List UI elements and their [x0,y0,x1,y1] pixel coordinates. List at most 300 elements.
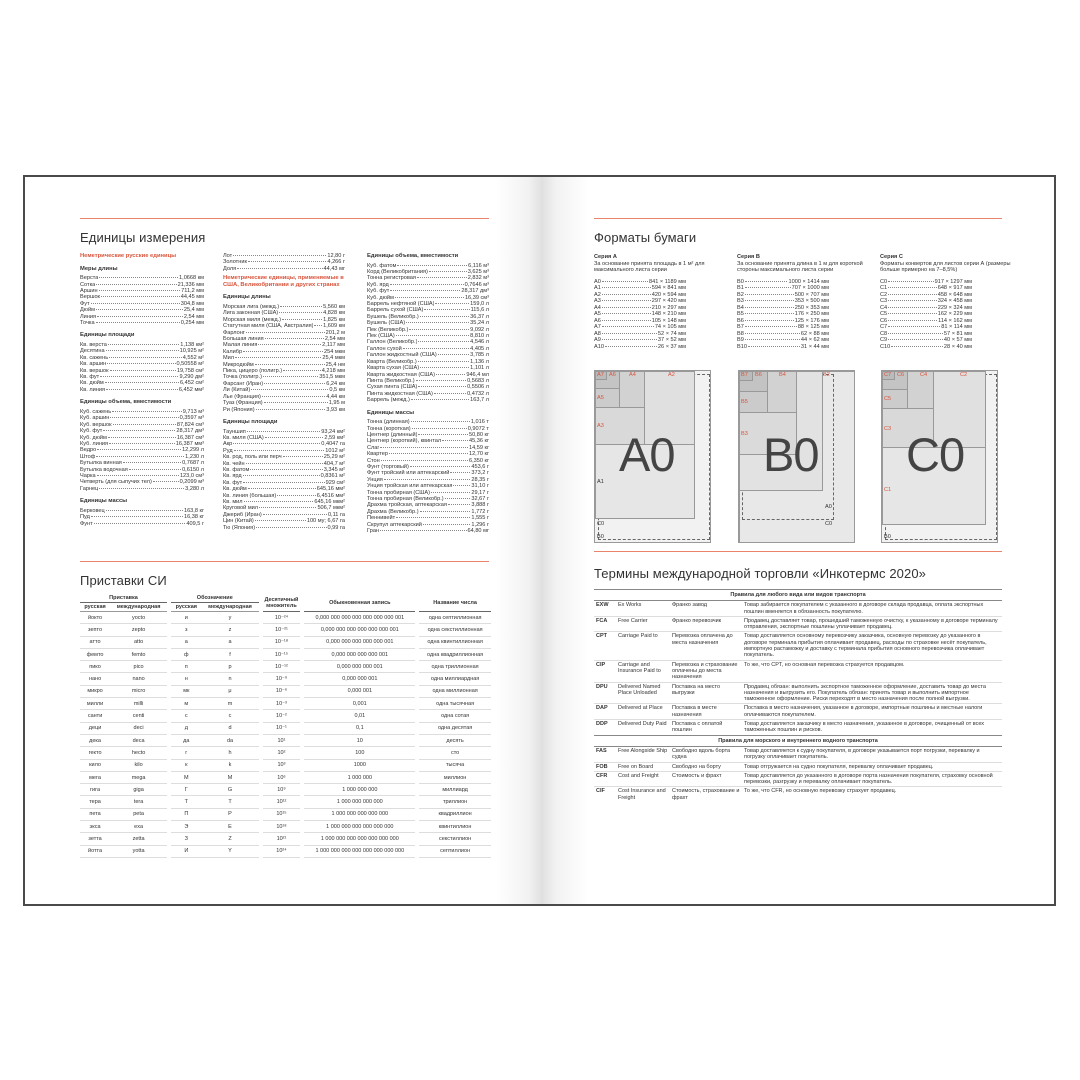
dot-leader [96,309,183,310]
volume-unit-row [80,486,204,492]
dot-leader [448,504,471,505]
si-cell: yotta [110,845,169,857]
length-unit-name: Верста [80,275,99,282]
si-cell: д [169,722,201,734]
si-cell: hecto [110,747,169,759]
volume-unit-value: 16,387 мм³ [175,440,204,447]
volume-unit-value: 0,4732 л [467,390,489,397]
area-unit-name: Кв. линия [80,386,105,393]
c1-label: C1 [884,487,892,493]
si-cell: 10⁻²⁴ [261,612,303,624]
volume-unit-value: 9,713 м³ [182,408,204,415]
si-cell: yocto [110,612,169,624]
incoterms-table [594,589,1002,802]
length-unit-name: Точка [80,320,95,327]
dot-leader [91,516,183,517]
paper-size-value: 62 × 88 мм [800,330,829,337]
dot-leader [264,383,325,384]
volume-unit-value: 159,0 л [470,301,489,308]
area-unit-name: Кв. сажень [80,354,109,361]
si-cell: giga [110,784,169,796]
dot-leader [233,255,326,256]
dot-leader [745,281,788,282]
mass-unit-value: 44,43 мг [323,265,345,272]
incoterms-row [594,720,1002,736]
area-unit-value: 645,16 мкм² [314,498,345,505]
dot-leader [888,339,943,340]
volume-unit-name: Тонна регистровая [367,275,416,282]
incoterms-russian: Свободно вдоль борта судна [670,746,742,762]
incoterms-russian: Стоимость и фрахт [670,771,742,787]
mass-unit-name: Квартер [367,451,388,458]
si-cell: m [202,698,261,710]
si-cell: f [202,648,261,660]
paper-size-value: 500 × 707 мм [794,291,829,298]
dot-leader [435,303,469,304]
paper-size-value: 353 × 500 мм [794,298,829,304]
volume-unit-name: Баррель сухой (США) [367,307,424,314]
top-accent-rule [594,218,1002,219]
paper-size-name: B5 [737,311,744,317]
length-unit-name: Лига законная (США) [223,310,279,317]
a1-label: A1 [597,479,604,485]
si-cell: микро [80,685,110,697]
volume-unit-name: Пек (Великобр.) [367,326,409,333]
dot-leader [420,316,469,317]
nonmetric-russian-heading: Неметрические русские единицы [80,253,177,259]
si-cell: Z [202,833,261,845]
dot-leader [246,332,325,333]
length-unit-name: Фарсанг (Иран) [223,380,264,387]
si-cell: G [202,784,261,796]
area-unit-name: Круговой мил [223,505,259,512]
si-cell: z [202,624,261,636]
si-head-multiplier: Десятичный множитель [261,594,303,612]
paper-size-name: C3 [880,298,888,304]
dot-leader [259,507,316,508]
mass-unit-value: 0,9072 т [467,425,489,432]
mass-unit-name: Лот [223,253,233,259]
a7-label: A7 [597,372,604,378]
dot-leader [258,344,321,345]
length-unit-value: 25,4 нм [325,361,345,368]
dot-leader [602,281,648,282]
si-cell: да [169,734,201,746]
si-cell: 0,000 000 000 000 000 000 001 [302,624,417,636]
dot-leader [397,265,467,266]
paper-size-name: A9 [594,337,601,343]
dot-leader [234,450,325,451]
dot-leader [105,382,179,383]
si-row [80,796,491,808]
dot-leader [97,475,179,476]
volume-unit-name: Кварта сухая (США) [367,365,420,372]
length-unit-value: 44,45 мм [180,294,204,301]
a5-label: A5 [597,395,604,401]
volume-unit-value: 36,37 л [470,313,489,320]
area-unit-value: 645,16 мм² [316,486,345,493]
mass-unit-name: Золотник [223,259,247,266]
si-cell: деци [80,722,110,734]
area-unit-value: 2,59 км² [324,434,345,441]
dot-leader [96,322,180,323]
incoterms-russian: Перевозка и страхование оплачены до места назначения [670,660,742,682]
si-cell: Т [169,796,201,808]
dot-leader [891,346,943,347]
area-unit-value: 0,8361 м² [320,473,345,480]
si-cell: милли [80,698,110,710]
dot-leader [123,462,181,463]
c0-big-label: C0 [906,428,965,481]
volume-unit-name: Куб. сажень [80,408,112,415]
dot-leader [434,393,466,394]
si-row [80,673,491,685]
mass-unit-value: 1,296 г [471,521,489,528]
si-cell: a [202,636,261,648]
si-cell: десять [417,734,491,746]
incoterms-english: Delivered Named Place Unloaded [616,682,670,704]
dot-leader [389,453,468,454]
incoterms-russian: Свободно на борту [670,762,742,771]
length-unit-value: 201,2 м [325,329,345,336]
dot-leader [602,313,651,314]
dot-leader [429,271,467,272]
si-cell: 0,000 001 [302,685,417,697]
si-cell: femto [110,648,169,660]
paper-size-name: B0 [737,278,744,285]
area-unit-value: 0,50558 м² [176,361,204,368]
si-cell: одна квинтиллионная [417,636,491,648]
mass-unit-name: Стон [367,457,380,464]
si-cell: санти [80,710,110,722]
b3-label: B3 [741,431,748,437]
paper-size-name: A4 [594,304,601,311]
dot-leader [384,479,471,480]
dot-leader [314,325,322,326]
incoterms-code: DDP [594,720,616,736]
volume-unit-name: Галлон сухой [367,345,402,352]
dot-leader [106,510,183,511]
volume-unit-name: Бутылка водочная [80,466,128,473]
si-cell: 10⁻²¹ [261,624,303,636]
dot-leader [411,421,470,422]
series-a-diagram [594,370,711,543]
volume-unit-value: 87,824 см³ [176,421,204,428]
volume-unit-row [367,397,489,403]
dot-leader [263,514,327,515]
mass-unit-value: 453,6 г [471,463,489,470]
incoterms-title: Термины международной торговли «Инкотермс 2020» [594,566,926,581]
si-cell: гекто [80,747,110,759]
incoterms-row [594,746,1002,762]
si-cell: квадриллион [417,808,491,820]
incoterms-english: Carriage and Insurance Paid to [616,660,670,682]
incoterms-section-heading: Правила для любого вида или видов транспорта [594,590,1002,601]
mass-unit-value: 12,70 кг [468,451,489,458]
paper-size-name: A5 [594,311,601,317]
area-heading: Единицы площади [223,418,278,425]
area-unit-value: 9,290 дм² [179,374,204,381]
incoterms-row [594,632,1002,660]
si-cell: 1 000 000 000 000 000 [302,808,417,820]
dot-leader [453,485,470,486]
length-unit-name: Фарлонг [223,329,245,336]
si-cell: T [202,796,261,808]
dot-leader [110,417,178,418]
a4-label: A4 [629,372,636,378]
dot-leader [406,322,469,323]
si-row [80,771,491,783]
dot-leader [403,348,469,349]
si-row [80,722,491,734]
mass-unit-value: 1,555 г [471,515,489,522]
incoterms-russian: Франко перевозчик [670,616,742,632]
dot-leader [390,290,460,291]
volume-heading: Единицы объема, вместимости [367,253,459,259]
length-unit-value: 0,254 мм [180,320,204,327]
units-column-1 [80,253,204,527]
paper-size-name: C8 [880,330,888,337]
dot-leader [748,346,800,347]
mass-unit-name: Пуд [80,514,90,521]
incoterms-code: EXW [594,601,616,617]
dot-leader [109,443,175,444]
si-cell: 10¹² [261,796,303,808]
paper-size-name: C0 [880,278,888,285]
si-cell: 10⁻⁹ [261,673,303,685]
si-cell: p [202,661,261,673]
si-cell: атто [80,636,110,648]
series-b-diagram [738,370,855,543]
si-cell: одна сотая [417,710,491,722]
incoterms-description: То же, что CFR, но основную перевозку страхует продавец. [742,787,1002,802]
area-heading: Единицы площади [80,332,135,339]
si-cell: 10⁻¹ [261,722,303,734]
dot-leader [248,261,327,262]
mass-unit-value: 31,10 г [471,483,489,490]
dot-leader [262,396,325,397]
right-page [541,177,1056,904]
paper-size-value: 105 × 148 мм [651,317,686,324]
si-cell: одна секстиллионная [417,624,491,636]
si-cell: гига [80,784,110,796]
area-unit-value: 25,29 м² [323,454,345,461]
mass-unit-value: 45,36 кг [468,438,489,445]
dot-leader [99,488,184,489]
incoterms-description: Продавец доставляет товар, прошедший таможенную очистку, к указанному в договоре терминалу отправления, экспортные пошлины уплачивает продавец. [742,616,1002,632]
length-unit-value: 21,336 мм [177,281,204,288]
dot-leader [279,312,322,313]
incoterms-description: Товар доставляется до указанного в договоре порта назначения покупателя, страховку основной перевозки, разгрузку и перевалку оплачивает покупатель. [742,771,1002,787]
volume-unit-value: 9,092 л [470,326,489,333]
dot-leader [602,320,651,321]
dot-leader [420,367,469,368]
volume-unit-value: 16,39 см³ [464,294,489,301]
dot-leader [233,443,320,444]
mass-unit-value: 1,772 г [471,508,489,515]
volume-unit-name: Ведро [80,447,97,454]
paper-size-row [594,344,686,351]
si-cell: 1 000 000 000 000 [302,796,417,808]
incoterms-description: Товар доставляется заказчику в место назначения, указанное в договоре, очищенный от всех таможенных пошлин и рисков. [742,720,1002,736]
area-unit-name: Кв. род, поль или перч [223,454,282,461]
incoterms-english: Free Carrier [616,616,670,632]
dot-leader [745,307,794,308]
paper-size-name: C6 [880,317,888,324]
si-head-intl-symbol: международная [202,603,261,612]
dot-leader [602,339,657,340]
dot-leader [602,294,651,295]
si-prefix-table [80,594,491,858]
area-unit-name: Кв. фатом [223,466,250,473]
si-row [80,833,491,845]
dot-leader [745,333,800,334]
paper-size-name: C7 [880,324,888,330]
si-head-symbol: Обозначение [169,594,260,603]
length-unit-name: Вершок [80,294,100,301]
si-cell: μ [202,685,261,697]
dot-leader [107,363,175,364]
length-unit-value: 6,24 км [326,380,345,387]
si-cell: 0,000 000 000 000 001 [302,648,417,660]
area-unit-value: 6,4516 мм² [316,492,345,499]
volume-unit-name: Куб. ярд [367,281,389,288]
paper-size-value: 841 × 1189 мм [649,278,686,285]
length-unit-value: 711,2 мм [181,288,204,294]
si-cell: 1 000 000 000 [302,784,417,796]
volume-unit-value: 2,832 м³ [467,275,489,282]
dot-leader [380,530,467,531]
mass-unit-row [367,528,489,534]
volume-unit-name: Чарка [80,472,96,479]
area-unit-name: Кв. миля (США) [223,434,264,441]
a0-label: A0 [825,504,832,510]
b2-label: B2 [823,372,830,378]
dot-leader [94,523,186,524]
si-cell: 10² [261,747,303,759]
si-cell: 10²⁴ [261,845,303,857]
paper-size-value: 648 × 917 мм [937,285,972,291]
si-head-notation: Обыкновенная запись [302,594,417,612]
mass-unit-name: Пеннивейт [367,515,396,522]
si-cell: тера [80,796,110,808]
paper-size-name: A1 [594,285,601,291]
c3-label: C3 [884,426,892,432]
length-unit-name: Малая линия [223,342,258,349]
paper-size-value: 458 × 648 мм [937,291,972,298]
dot-leader [110,370,176,371]
si-row [80,624,491,636]
series-a-block [594,254,726,350]
si-cell: nano [110,673,169,685]
volume-heading: Единицы объема, вместимости [80,399,172,406]
mass-unit-name: Унция тройская или аптекарская [367,483,453,490]
series-c-diagram [881,370,998,543]
incoterms-russian: Франко завод [670,601,742,617]
si-cell: 10⁻¹⁸ [261,636,303,648]
paper-size-value: 250 × 353 мм [794,304,829,311]
si-cell: кило [80,759,110,771]
mass-unit-name: Скрупул аптекарский [367,521,422,528]
si-cell: kilo [110,759,169,771]
incoterms-row [594,601,1002,617]
length-unit-name: Туаз (Франция) [223,400,263,407]
volume-unit-value: 3,625 м³ [467,269,489,275]
mass-unit-value: 409,5 г [186,520,204,527]
si-cell: 10⁻² [261,710,303,722]
area-unit-name: Кв. дюйм [80,380,104,387]
dot-leader [412,428,467,429]
length-unit-value: 1,95 м [328,400,345,407]
length-unit-name: Калибр [223,348,243,355]
length-unit-value: 254 мкм [323,348,345,355]
mass-unit-name: Фунт тройский или аптекарский [367,470,450,477]
mass-unit-name: Драхма тройская, аптекарская [367,502,447,509]
incoterms-code: CIF [594,787,616,802]
volume-unit-value: 0,2099 м³ [179,479,204,486]
area-unit-name: Кв. вершок [80,367,109,374]
dot-leader [390,284,464,285]
incoterms-description: Товар доставляется к судну покупателя, в договоре указывается порт погрузки, перевалку и погрузку оплачивает покупатель. [742,746,1002,762]
paper-size-value: 88 × 125 мм [797,324,829,330]
paper-size-value: 210 × 297 мм [651,304,686,311]
dot-leader [265,437,324,438]
paper-size-name: A2 [594,291,601,298]
incoterms-english: Cost and Freight [616,771,670,787]
area-unit-value: 10,925 м² [179,348,204,355]
si-cell: h [202,747,261,759]
si-cell: зепто [80,624,110,636]
dot-leader [602,287,651,288]
si-cell: 10⁻³ [261,698,303,710]
dot-leader [282,319,322,320]
si-cell: одна десятая [417,722,491,734]
incoterms-code: DPU [594,682,616,704]
series-c-title: Серия С [880,254,903,260]
dot-leader [888,333,943,334]
mass-unit-name: Тонна пробирная (Великобр.) [367,496,444,502]
incoterms-english: Ex Works [616,601,670,617]
area-unit-value: 0,4047 га [321,441,345,448]
incoterms-code: FOB [594,762,616,771]
mass-unit-value: 50,80 кг [468,431,489,438]
length-unit-value: 1,825 км [323,316,345,323]
incoterms-row [594,762,1002,771]
volume-unit-name: Бушель (США) [367,320,406,327]
length-unit-row [223,407,345,413]
mass-unit-name: Унция [367,476,383,483]
si-cell: зетта [80,833,110,845]
incoterms-description: Товар доставляется основному перевозчику заказчика, основную перевозку до указанного в договоре терминала прибытия оплачивает продавец, расходы по страховке несёт покупатель, импортную растаможку и доставку с терминала прибытия основного перевозчика оплачивает покупатель. [742,632,1002,660]
incoterms-description: То же, что CPT, но основная перевозка страхуется продавцом. [742,660,1002,682]
si-cell: ф [169,648,201,660]
si-cell: йокто [80,612,110,624]
dot-leader [442,440,468,441]
volume-unit-name: Пинта жидкостная (США) [367,390,433,397]
si-cell: з [169,624,201,636]
mass-unit-value: 28,35 г [471,476,489,483]
incoterms-description: Продавец обязан: выполнить экспортное таможенное оформление, доставить товар до места назначения и выгрузить его. Покупатель обязан: принять товар и выполнить импортное таможенное оформление. Риски переходят в место назначения после полной выгрузки. [742,682,1002,704]
units-column-3 [367,253,489,534]
mass-unit-value: 29,17 г [471,489,489,496]
si-cell: тысяча [417,759,491,771]
b0-big-label: B0 [763,428,819,481]
si-cell: г [169,747,201,759]
left-page [25,177,541,904]
paper-size-value: 707 × 1000 мм [791,285,829,291]
c5-label: C5 [884,396,892,402]
length-unit-name: Ли (Китай) [223,387,251,394]
